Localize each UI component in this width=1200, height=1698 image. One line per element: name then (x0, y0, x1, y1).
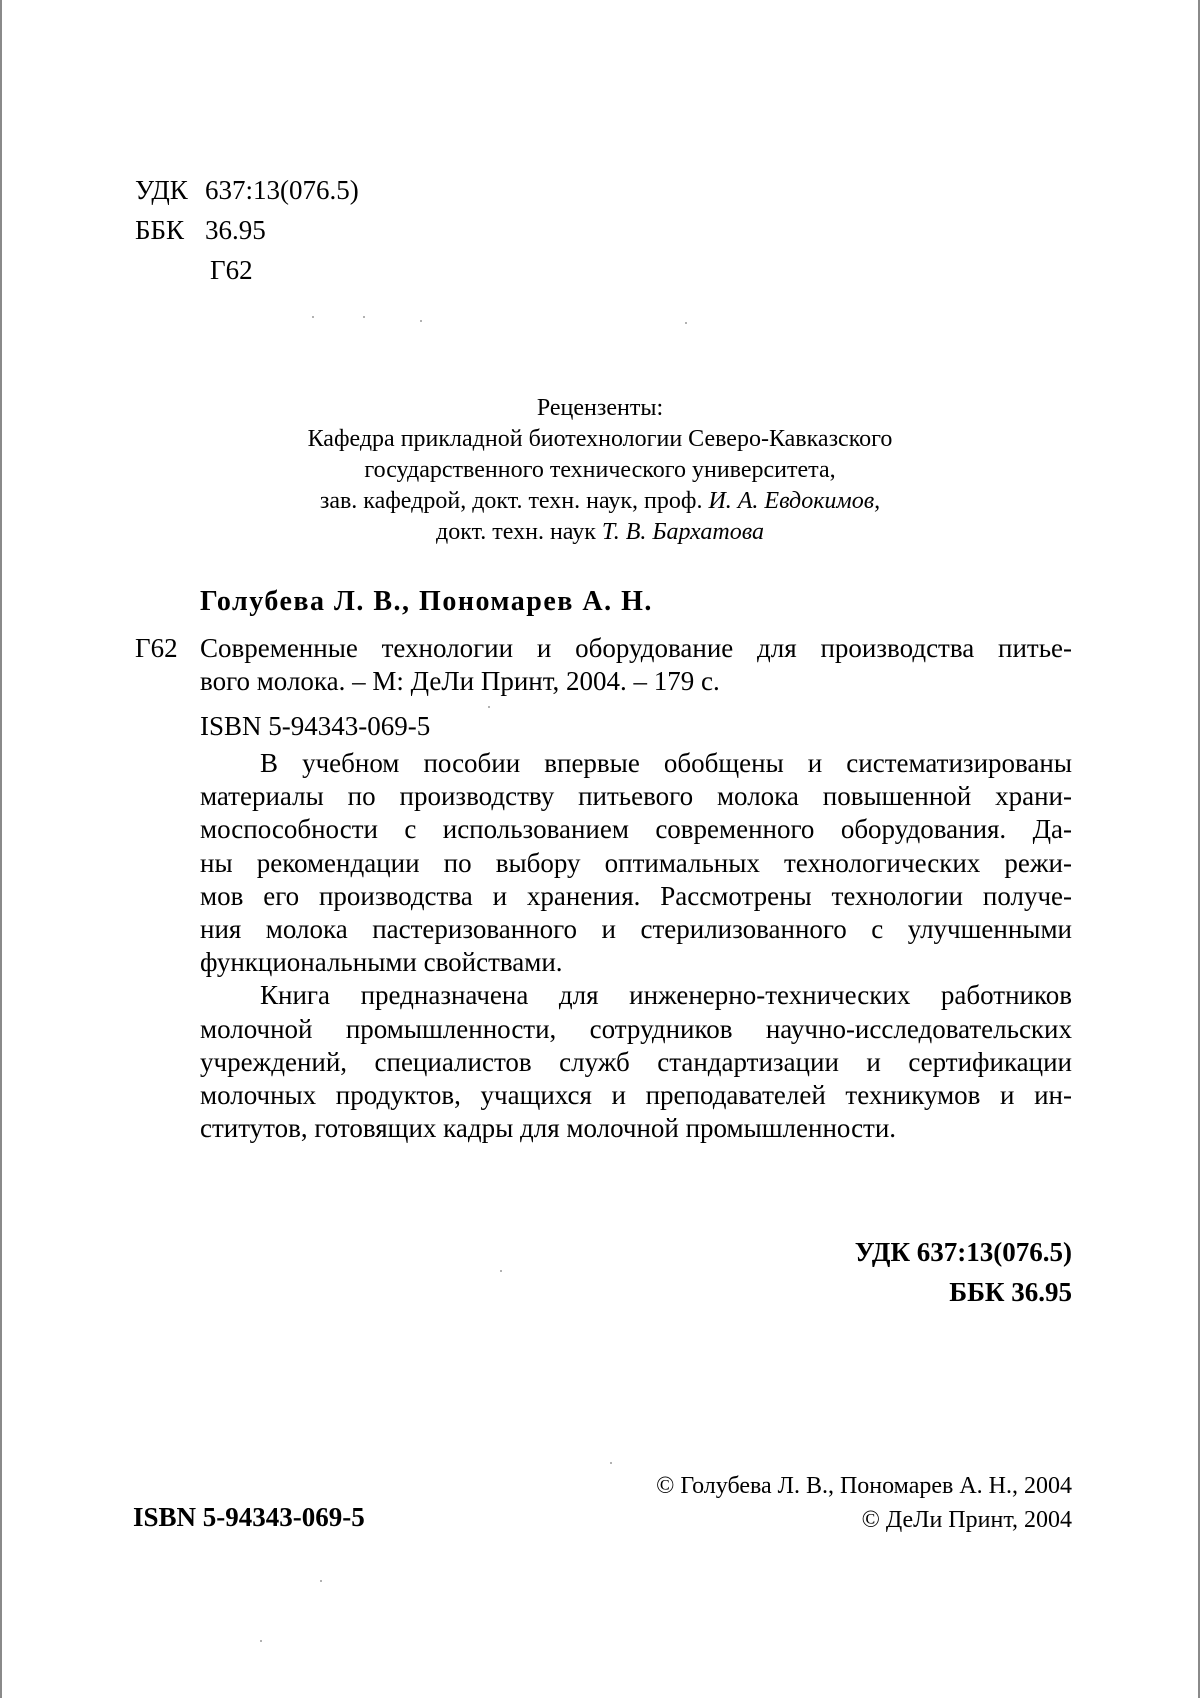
bottom-classification-codes (855, 1232, 1072, 1312)
footer-isbn: ISBN 5-94343-069-5 (133, 1502, 365, 1532)
annotation-line: моспособности с использованием современного оборудования. Да- (200, 814, 1072, 845)
scan-speck (500, 1270, 502, 1272)
udk-line (135, 170, 359, 210)
bibliographic-entry (200, 632, 1072, 698)
reviewer-name: Т. В. Бархатова (601, 519, 764, 545)
udk-label: УДК (135, 175, 188, 205)
reviewers-heading: Рецензенты: (536, 395, 664, 421)
scan-speck (260, 1640, 262, 1642)
annotation-line: В учебном пособии впервые обобщены и систематизированы (260, 748, 1072, 778)
bbk-value: 36.95 (205, 215, 266, 245)
copyright-authors: © Голубева Л. В., Пономарев А. Н., 2004 (656, 1473, 1072, 1499)
copyright-block (656, 1469, 1072, 1537)
reviewers-line (220, 517, 980, 548)
top-classification-codes (135, 170, 359, 290)
annotation (200, 747, 1072, 1145)
scan-speck (312, 316, 314, 318)
annotation-line: материалы по производству питьевого молока повышенной храни- (200, 781, 1072, 812)
annotation-line: ны рекомендации по выбору оптимальных технологических режи- (200, 847, 1072, 878)
scan-speck (320, 1580, 322, 1582)
page-left-border (0, 0, 2, 1698)
annotation-line: Книга предназначена для инженерно-технических работников (260, 980, 1072, 1011)
scan-speck (488, 706, 490, 708)
book-title-line: Современные технологии и оборудование для производства питье- (200, 633, 1072, 663)
annotation-line: молочных продуктов, учащихся и преподавателей техникумов и ин- (200, 1080, 1072, 1111)
reviewer-name: И. А. Евдокимов, (708, 488, 881, 514)
annotation-line: молочной промышленности, сотрудников научно-исследовательских (200, 1013, 1072, 1044)
author-mark: Г62 (210, 255, 253, 285)
catalog-code: Г62 (135, 633, 178, 663)
reviewer-title: докт. техн. наук (436, 519, 602, 545)
bbk-label: ББК (135, 215, 185, 245)
bbk-code: ББК 36.95 (949, 1277, 1072, 1307)
annotation-line: ститутов, готовящих кадры для молочной промышленности. (200, 1113, 897, 1144)
annotation-line: функциональными свойствами. (200, 947, 563, 978)
udk-value: 637:13(076.5) (205, 175, 359, 205)
annotation-line: ния молока пастеризованного и стерилизованного с улучшенными (200, 914, 1072, 945)
annotation-line: учреждений, специалистов служб стандартизации и сертификации (200, 1046, 1072, 1077)
scan-speck (420, 320, 422, 322)
book-title-line: вого молока. – М: ДеЛи Принт, 2004. – 179 с. (200, 666, 720, 696)
scan-speck (610, 1462, 612, 1464)
reviewers-line: Кафедра прикладной биотехнологии Северо-Кавказского (307, 426, 893, 452)
scan-speck (363, 316, 365, 318)
bbk-line (135, 210, 359, 250)
reviewers-block (220, 393, 980, 548)
copyright-publisher: © ДеЛи Принт, 2004 (861, 1507, 1072, 1533)
reviewers-line: государственного технического университета, (364, 457, 836, 483)
scan-speck (685, 322, 687, 324)
reviewers-line (220, 486, 980, 517)
book-authors: Голубева Л. В., Пономарев А. Н. (200, 586, 653, 617)
reviewer-title: зав. кафедрой, докт. техн. наук, проф. (319, 488, 709, 514)
entry-isbn: ISBN 5-94343-069-5 (200, 711, 431, 741)
udk-code: УДК 637:13(076.5) (854, 1237, 1072, 1267)
annotation-line: мов его производства и хранения. Рассмотрены технологии получе- (200, 880, 1072, 911)
